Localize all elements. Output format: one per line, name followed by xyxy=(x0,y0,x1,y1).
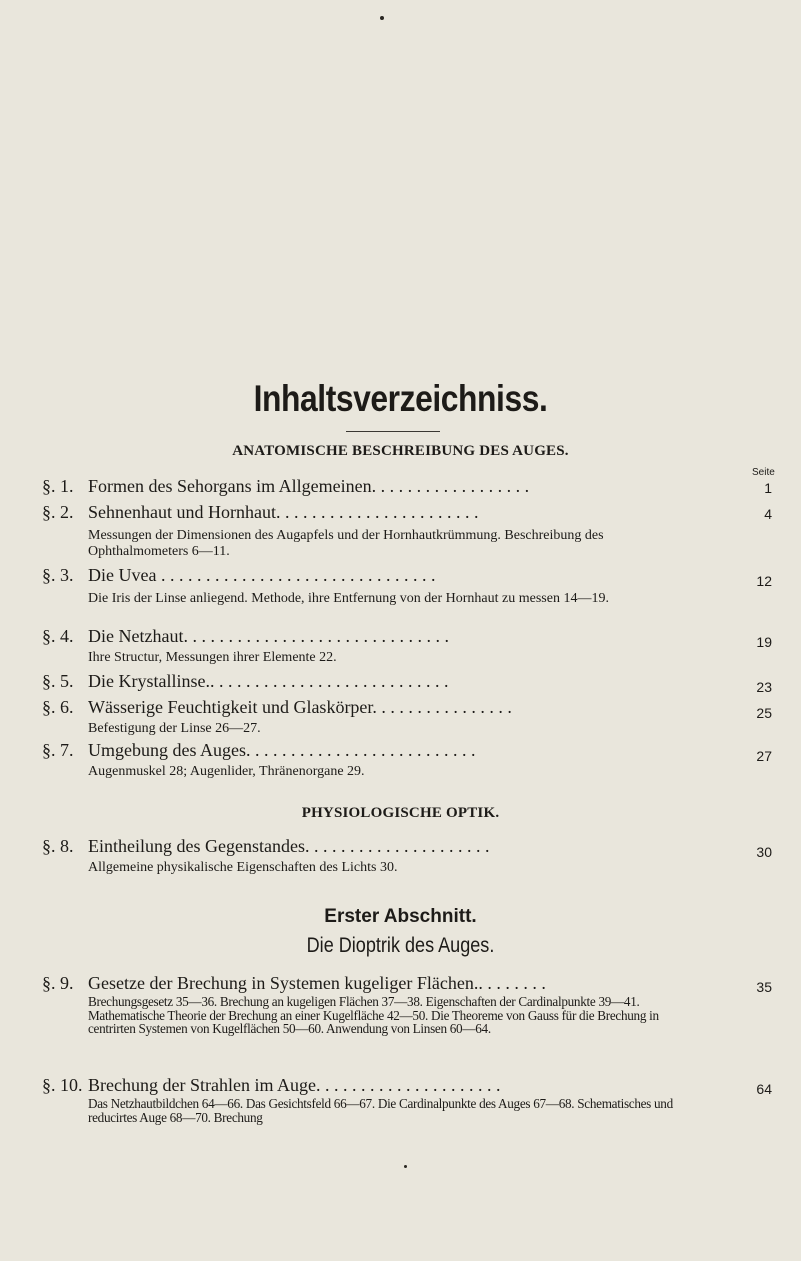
page-title: Inhaltsverzeichniss. xyxy=(253,378,548,419)
entry-page: 27 xyxy=(756,748,772,764)
entry-number: §. 5. xyxy=(42,671,74,691)
ink-speck xyxy=(404,1165,407,1168)
entry-page: 12 xyxy=(756,573,772,589)
entry-page: 25 xyxy=(756,705,772,721)
entry-description: Die Iris der Linse anliegend. Methode, ihre Entfernung von der Hornhaut zu messen 14—19. xyxy=(88,591,609,606)
entry-title: Sehnenhaut und Hornhaut. . . . . . . . . . . . . . . . . . . . . . . xyxy=(88,502,479,522)
entry-title: Umgebung des Auges. . . . . . . . . . . . . . . . . . . . . . . . . . xyxy=(88,740,476,760)
abschnitt-heading: Erster Abschnitt. xyxy=(324,906,477,927)
entry-page: 19 xyxy=(756,634,772,650)
title-divider xyxy=(346,431,440,432)
entry-number: §. 6. xyxy=(42,697,74,717)
entry-title: Die Uvea . . . . . . . . . . . . . . . . . . . . . . . . . . . . . . . xyxy=(88,565,436,585)
entry-page: 64 xyxy=(756,1081,772,1097)
entry-number: §. 3. xyxy=(42,565,74,585)
entry-number: §. 8. xyxy=(42,836,74,856)
entry-number: §. 1. xyxy=(42,476,74,496)
abschnitt-subheading: Die Dioptrik des Auges. xyxy=(306,934,495,957)
entry-number: §. 4. xyxy=(42,626,74,646)
entry-title: Eintheilung des Gegenstandes. . . . . . . . . . . . . . . . . . . . . xyxy=(88,836,490,856)
entry-description: Befestigung der Linse 26—27. xyxy=(88,721,261,736)
entry-title: Gesetze der Brechung in Systemen kugeliger Flächen.. . . . . . . . xyxy=(88,973,546,993)
section-heading-anatomy: ANATOMISCHE BESCHREIBUNG DES AUGES. xyxy=(232,443,569,459)
entry-description: Das Netzhautbildchen 64—66. Das Gesichtsfeld 66—67. Die Cardinalpunkte des Auges 67—68. Schematisches und reducirtes Auge 68—70. Brechung xyxy=(88,1096,673,1125)
entry-title: Formen des Sehorgans im Allgemeinen. . . . . . . . . . . . . . . . . . xyxy=(88,476,530,496)
page-column-label: Seite xyxy=(752,467,775,478)
entry-page: 4 xyxy=(764,506,772,522)
entry-description: Allgemeine physikalische Eigenschaften des Lichts 30. xyxy=(88,860,398,875)
entry-number: §. 9. xyxy=(42,973,74,993)
entry-title: Brechung der Strahlen im Auge. . . . . . . . . . . . . . . . . . . . . xyxy=(88,1075,501,1095)
entry-page: 35 xyxy=(756,979,772,995)
entry-number: §. 10. xyxy=(42,1075,83,1095)
entry-page: 23 xyxy=(756,679,772,695)
entry-description: Augenmuskel 28; Augenlider, Thränenorgane 29. xyxy=(88,764,365,779)
entry-page: 30 xyxy=(756,844,772,860)
entry-title: Die Netzhaut. . . . . . . . . . . . . . . . . . . . . . . . . . . . . . xyxy=(88,626,449,646)
entry-description: Brechungsgesetz 35—36. Brechung an kugeligen Flächen 37—38. Eigenschaften der Cardinalpunkte 39—41. Mathematische Theorie der Brechung an einer Kugelfläche 42—50. Die Theoreme von Gauss für die Brechung in centrirten Systemen von Kugelflächen 50—60. Anwendung von Linsen 60—64. xyxy=(88,994,659,1037)
entry-title: Die Krystallinse.. . . . . . . . . . . . . . . . . . . . . . . . . . . xyxy=(88,671,449,691)
entry-number: §. 2. xyxy=(42,502,74,522)
entry-description: Messungen der Dimensionen des Augapfels und der Hornhautkrümmung. Beschreibung des Ophthalmometers 6—11. xyxy=(88,528,604,559)
section-heading-optics: PHYSIOLOGISCHE OPTIK. xyxy=(301,805,500,821)
entry-title: Wässerige Feuchtigkeit und Glaskörper. . . . . . . . . . . . . . . . xyxy=(88,697,512,717)
ink-speck xyxy=(380,16,384,20)
entry-number: §. 7. xyxy=(42,740,74,760)
entry-description: Ihre Structur, Messungen ihrer Elemente 22. xyxy=(88,650,337,665)
entry-page: 1 xyxy=(764,480,772,496)
